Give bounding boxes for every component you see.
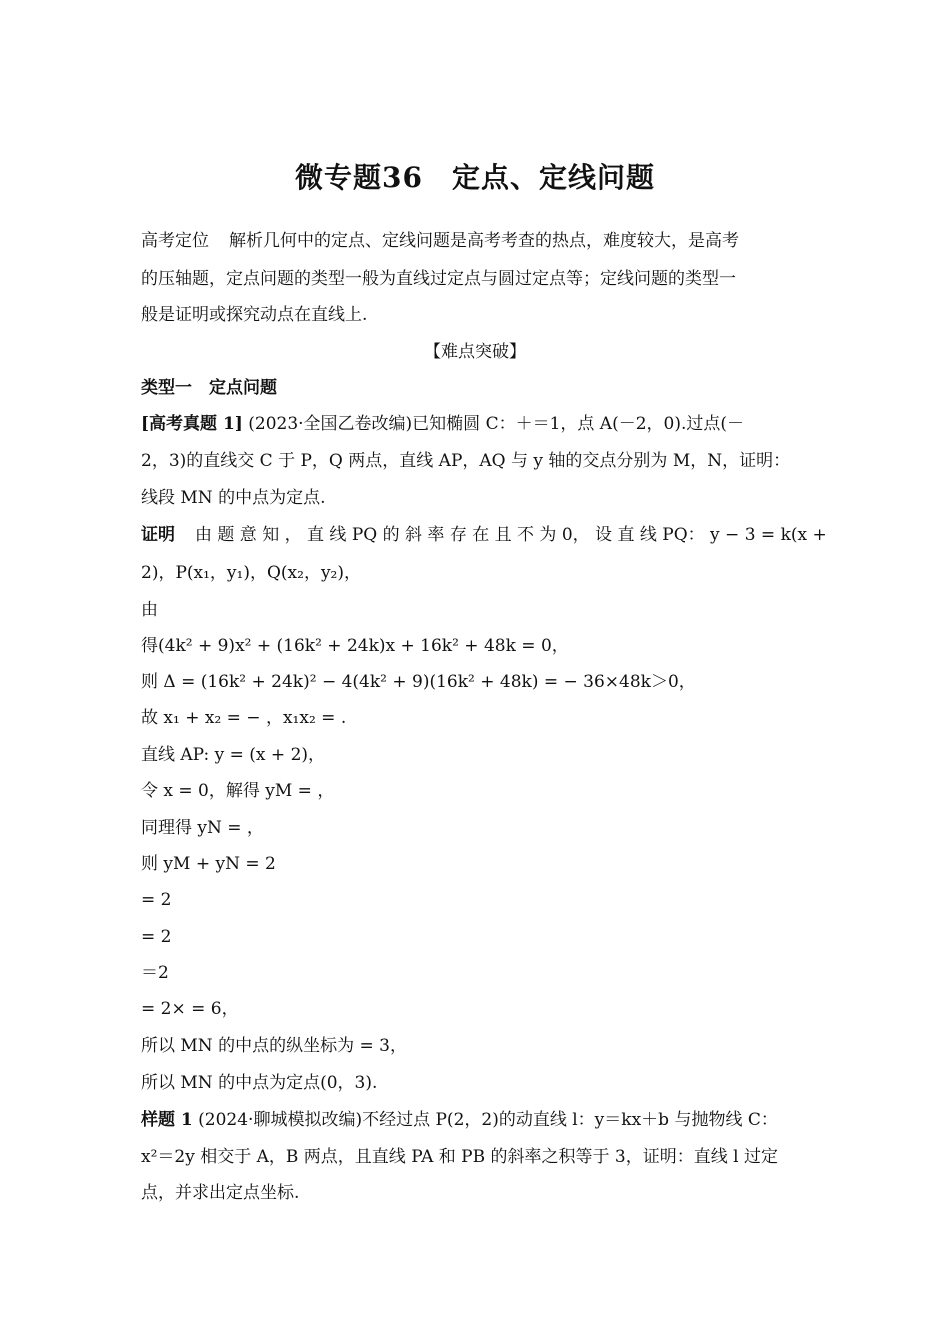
problem1-line-2: 2，3)的直线交 C 于 P，Q 两点，直线 AP，AQ 与 y 轴的交点分别为 M，N，证明： [141, 451, 791, 471]
example1-label: 样题 1 [141, 1110, 193, 1130]
proof-line-16: 所以 MN 的中点为定点(0，3). [141, 1073, 378, 1093]
proof-line-14: = 2× = 6， [141, 999, 239, 1019]
proof-line-12: = 2 [141, 927, 172, 947]
problem1-line-3: 线段 MN 的中点为定点. [141, 488, 326, 508]
proof-line-10: 则 yM + yN = 2 [141, 854, 276, 874]
example1-line-2: x²＝2y 相交于 A，B 两点，且直线 PA 和 PB 的斜率之积等于 3，证明：直线 l 过定 [141, 1147, 778, 1167]
proof-line-15: 所以 MN 的中点的纵坐标为 = 3， [141, 1036, 407, 1056]
proof-line-8: 令 x = 0，解得 yM = ， [141, 781, 335, 801]
proof-line-5: 则 Δ = (16k² + 24k)² − 4(4k² + 9)(16k² + 48k) = − 36×48k＞0， [141, 672, 696, 692]
problem1-label: [高考真题 1] [141, 414, 243, 434]
proof-line-4: 得(4k² + 9)x² + (16k² + 24k)x + 16k² + 48k = 0， [141, 636, 569, 656]
proof-text-1: 由 题 意 知 ， 直 线 PQ 的 斜 率 存 在 且 不 为 0， 设 直 线 PQ： y − 3 = k(x + [195, 525, 827, 545]
problem1-text-1: (2023·全国乙卷改编)已知椭圆 C：＋＝1，点 A(－2，0).过点(－ [248, 414, 745, 434]
example1-line-3: 点，并求出定点坐标. [141, 1183, 300, 1203]
problem1-line-1 [141, 412, 744, 436]
proof-line-2: 2)，P(x₁，y₁)，Q(x₂，y₂)， [141, 563, 361, 583]
proof-line-11: = 2 [141, 890, 172, 910]
proof-line-3: 由 [141, 600, 158, 620]
proof-label: 证明 [141, 525, 175, 545]
type-heading: 类型一 定点问题 [141, 378, 277, 398]
proof-line-7: 直线 AP: y = (x + 2)， [141, 745, 326, 765]
intro-line-3: 般是证明或探究动点在直线上. [141, 305, 368, 325]
intro-text-1: 解析几何中的定点、定线问题是高考考查的热点，难度较大，是高考 [229, 231, 739, 251]
example1-text-1: (2024·聊城模拟改编)不经过点 P(2，2)的动直线 l：y＝kx＋b 与抛物线 C： [198, 1110, 778, 1130]
page-title: 微专题36 定点、定线问题 [295, 161, 655, 194]
proof-line-13: ＝2 [141, 963, 169, 983]
intro-label: 高考定位 [141, 231, 209, 251]
proof-line-1 [141, 523, 827, 547]
proof-line-9: 同理得 yN = ， [141, 818, 264, 838]
intro-line-2: 的压轴题，定点问题的类型一般为直线过定点与圆过定点等；定线问题的类型一 [141, 269, 736, 289]
intro-line-1 [141, 229, 739, 253]
proof-line-6: 故 x₁ + x₂ = − ，x₁x₂ = . [141, 708, 347, 728]
section-heading: 【难点突破】 [424, 342, 526, 362]
example1-line-1 [141, 1108, 778, 1132]
